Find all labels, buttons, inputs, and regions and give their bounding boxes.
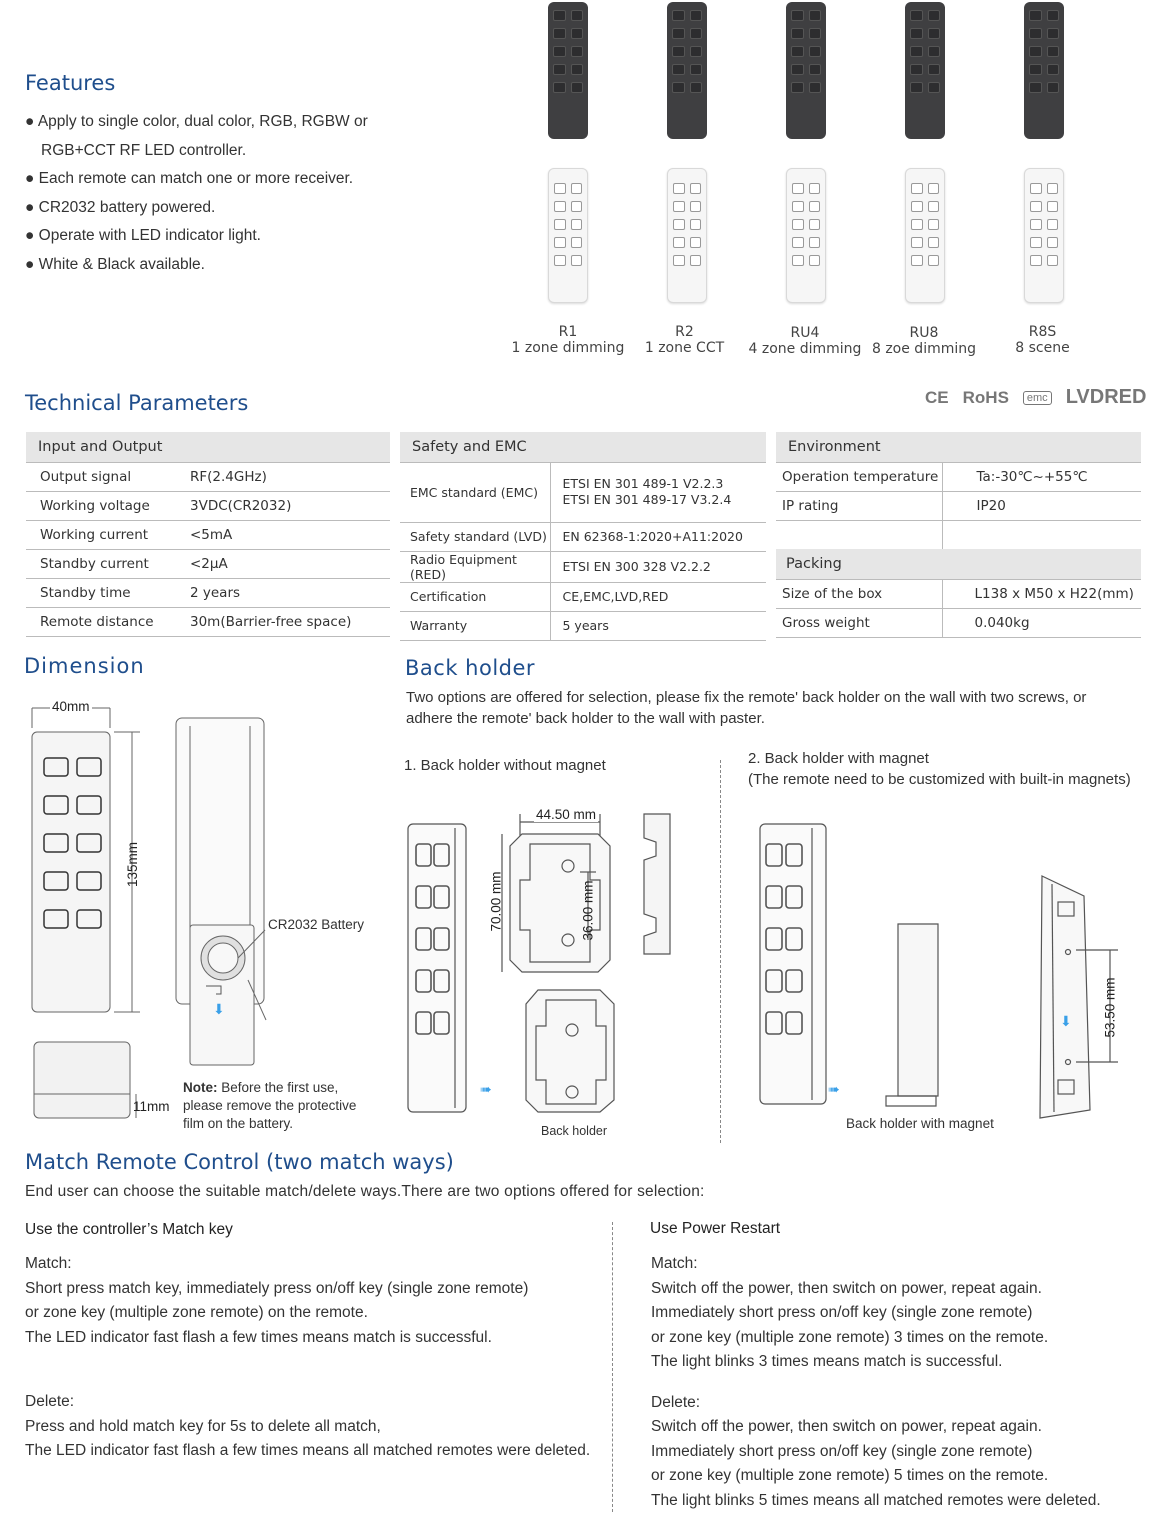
arrow-right-icon: ➠	[828, 1081, 840, 1097]
table-row: Operation temperature Ta:-30℃~+55℃	[776, 462, 1141, 491]
match-intro: End user can choose the suitable match/delete ways.There are two options offered for selection:	[25, 1183, 705, 1200]
dimension-drawing	[20, 690, 380, 1130]
match-left-title: Use the controller’s Match key	[25, 1221, 233, 1238]
cert-logos	[925, 386, 1146, 409]
holder-width: 44.50 mm	[536, 807, 597, 822]
table-row: Working current <5mA	[26, 520, 390, 549]
battery-note: Note: Before the first use, please remove the protective film on the battery.	[183, 1080, 357, 1131]
table-row: EMC standard (EMC) ETSI EN 301 489-1 V2.2.3 ETSI EN 301 489-17 V3.2.4	[400, 462, 766, 522]
match-left-body: Match: Short press match key, immediately press on/off key (single zone remote) or zone key (multiple zone remote) on the remote. The LED indicator fast flash a few times means match is successful. Delete: Press and hold match key for 5s to delete all match, The LED indicator fast flash a few times means all matched remotes were deleted.	[25, 1255, 591, 1459]
feature-item: ● Operate with LED indicator light.	[25, 227, 261, 244]
dimension-title: Dimension	[24, 654, 145, 678]
safety-emc-table	[400, 432, 766, 641]
match-right-body: Match: Switch off the power, then switch on power, repeat again. Immediately short press on/off key (single zone remote) or zone key (multiple zone remote) 3 times on the remote. The light blinks 3 times means match is successful. Delete: Switch off the power, then switch on power, repeat again. Immediately short press on/off key (single zone remote) or zone key (multiple zone remote) 5 times on the remote. The light blinks 5 times means all matched remotes were deleted.	[651, 1255, 1101, 1509]
arrow-right-icon: ➠	[480, 1081, 492, 1097]
arrow-icon: ⬇	[213, 1001, 225, 1017]
table-row: Gross weight 0.040kg	[776, 608, 1141, 637]
back-holder-desc: Two options are offered for selection, please fix the remote' back holder on the wall with two screws, or adhere the remote' back holder to the wall with paster.	[406, 689, 1087, 727]
holder-height: 70.00 mm	[488, 871, 504, 932]
table-row: Certification CE,EMC,LVD,RED	[400, 582, 766, 611]
remote-ru8-white-image	[905, 168, 945, 303]
remote-label-ru4: RU4 4 zone dimming	[748, 325, 862, 357]
features-title: Features	[25, 71, 116, 95]
remote-label-r2: R2 1 zone CCT	[644, 324, 725, 356]
dimension-height: 135mm	[125, 841, 141, 888]
table-row: Standby current <2μA	[26, 549, 390, 578]
option2-title: 2. Back holder with magnet	[748, 750, 929, 767]
table-row: Warranty 5 years	[400, 611, 766, 640]
remote-r8s-black-image	[1024, 2, 1064, 139]
table-row: Working voltage 3VDC(CR2032)	[26, 491, 390, 520]
rohs-logo: RoHS	[962, 387, 1009, 407]
remote-ru4-white-image	[786, 168, 826, 303]
remote-ru4-black-image	[786, 2, 826, 139]
table-row: Safety standard (LVD) EN 62368-1:2020+A11:2020	[400, 522, 766, 551]
match-right-title: Use Power Restart	[650, 1220, 781, 1237]
battery-label: CR2032 Battery	[268, 917, 365, 932]
remote-label-r8s: R8S 8 scene	[1015, 324, 1070, 356]
table-row: Output signal RF(2.4GHz)	[26, 462, 390, 491]
feature-item: ● Apply to single color, dual color, RGB, RGBW or RGB+CCT RF LED controller.	[25, 113, 368, 159]
red-logo: RED	[1104, 386, 1147, 408]
table-row: Size of the box L138 x M50 x H22(mm)	[776, 579, 1141, 608]
emc-logo: emc	[1023, 391, 1052, 405]
option2-note: (The remote need to be customized with built-in magnets)	[748, 771, 1131, 788]
back-holder-drawing	[400, 800, 720, 1130]
remote-label-r1: R1 1 zone dimming	[511, 324, 625, 356]
magnet-holder-drawing	[750, 800, 1130, 1130]
features-list	[25, 108, 385, 279]
table-header: Safety and EMC	[400, 432, 766, 462]
remote-r8s-white-image	[1024, 168, 1064, 303]
option1-title: 1. Back holder without magnet	[404, 757, 606, 774]
environment-table	[776, 432, 1141, 638]
dimension-width: 40mm	[52, 699, 90, 714]
table-header: Environment	[776, 432, 1141, 462]
back-holder-label: Back holder	[541, 1124, 608, 1138]
feature-item: ● White & Black available.	[25, 255, 205, 273]
remote-r1-white-image	[548, 168, 588, 303]
remote-ru8-black-image	[905, 2, 945, 139]
remote-r2-white-image	[667, 168, 707, 303]
arrow-down-icon: ⬇	[1060, 1013, 1072, 1029]
remote-r2-black-image	[667, 2, 707, 139]
table-row: Radio Equipment (RED) ETSI EN 300 328 V2.2.2	[400, 551, 766, 582]
input-output-table	[26, 432, 390, 637]
dimension-thickness: 11mm	[133, 1099, 170, 1114]
feature-item: ● Each remote can match one or more receiver.	[25, 170, 354, 187]
magnet-holder-label: Back holder with magnet	[846, 1116, 994, 1131]
remote-label-ru8: RU8 8 zoe dimming	[871, 325, 977, 357]
magnet-distance: 53.50 mm	[1102, 977, 1118, 1038]
table-header: Input and Output	[26, 432, 390, 462]
tech-title: Technical Parameters	[25, 391, 249, 415]
divider	[720, 760, 721, 1143]
back-holder-title: Back holder	[405, 656, 536, 680]
holder-screw-distance: 36.00 mm	[580, 880, 596, 941]
table-row: IP rating IP20	[776, 491, 1141, 520]
table-row	[776, 520, 1141, 549]
lvd-logo: LVD	[1065, 386, 1105, 408]
divider	[612, 1222, 613, 1512]
ce-logo: CE	[925, 387, 949, 407]
remote-r1-black-image	[548, 2, 588, 139]
table-row: Standby time 2 years	[26, 578, 390, 607]
feature-item: ● CR2032 battery powered.	[25, 198, 216, 216]
match-title: Match Remote Control (two match ways)	[25, 1150, 454, 1174]
table-header: Packing	[776, 549, 1141, 579]
table-row: Remote distance 30m(Barrier-free space)	[26, 607, 390, 636]
